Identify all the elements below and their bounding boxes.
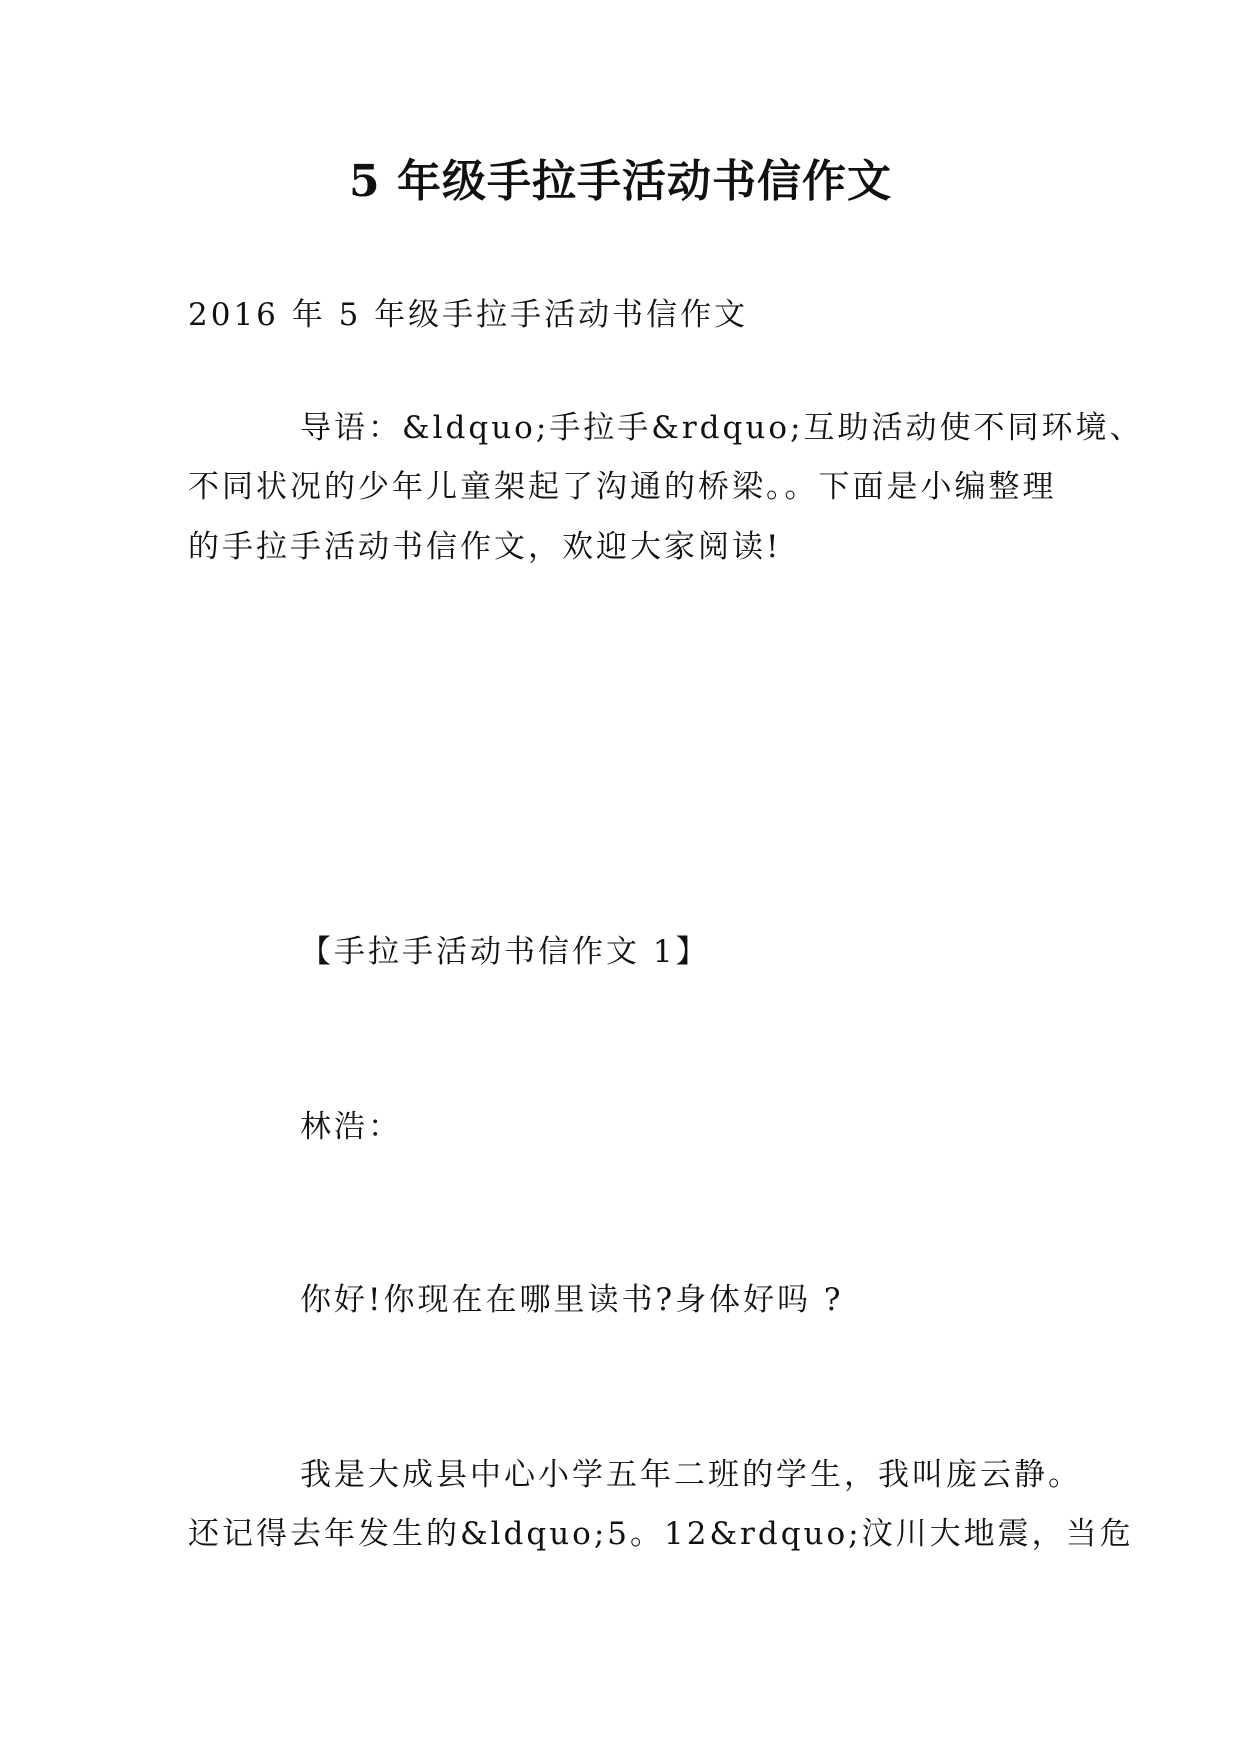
intro-line-1: 导语：&ldquo;手拉手&rdquo;互助活动使不同环境、	[300, 410, 1144, 446]
document-title: 5 年级手拉手活动书信作文	[349, 156, 892, 207]
letter-body-line-1: 我是大成县中心小学五年二班的学生，我叫庞云静。	[300, 1457, 1082, 1493]
letter-greeting: 你好!你现在在哪里读书?身体好吗 ?	[300, 1282, 844, 1318]
section-heading: 【手拉手活动书信作文 1】	[300, 934, 710, 970]
intro-line-3: 的手拉手活动书信作文，欢迎大家阅读!	[188, 529, 782, 565]
letter-body-line-2: 还记得去年发生的&ldquo;5。12&rdquo;汶川大地震，当危	[188, 1516, 1134, 1552]
document-subtitle: 2016 年 5 年级手拉手活动书信作文	[188, 297, 749, 333]
intro-line-2: 不同状况的少年儿童架起了沟通的桥梁。。下面是小编整理	[188, 469, 1057, 505]
letter-salutation: 林浩：	[300, 1109, 402, 1145]
